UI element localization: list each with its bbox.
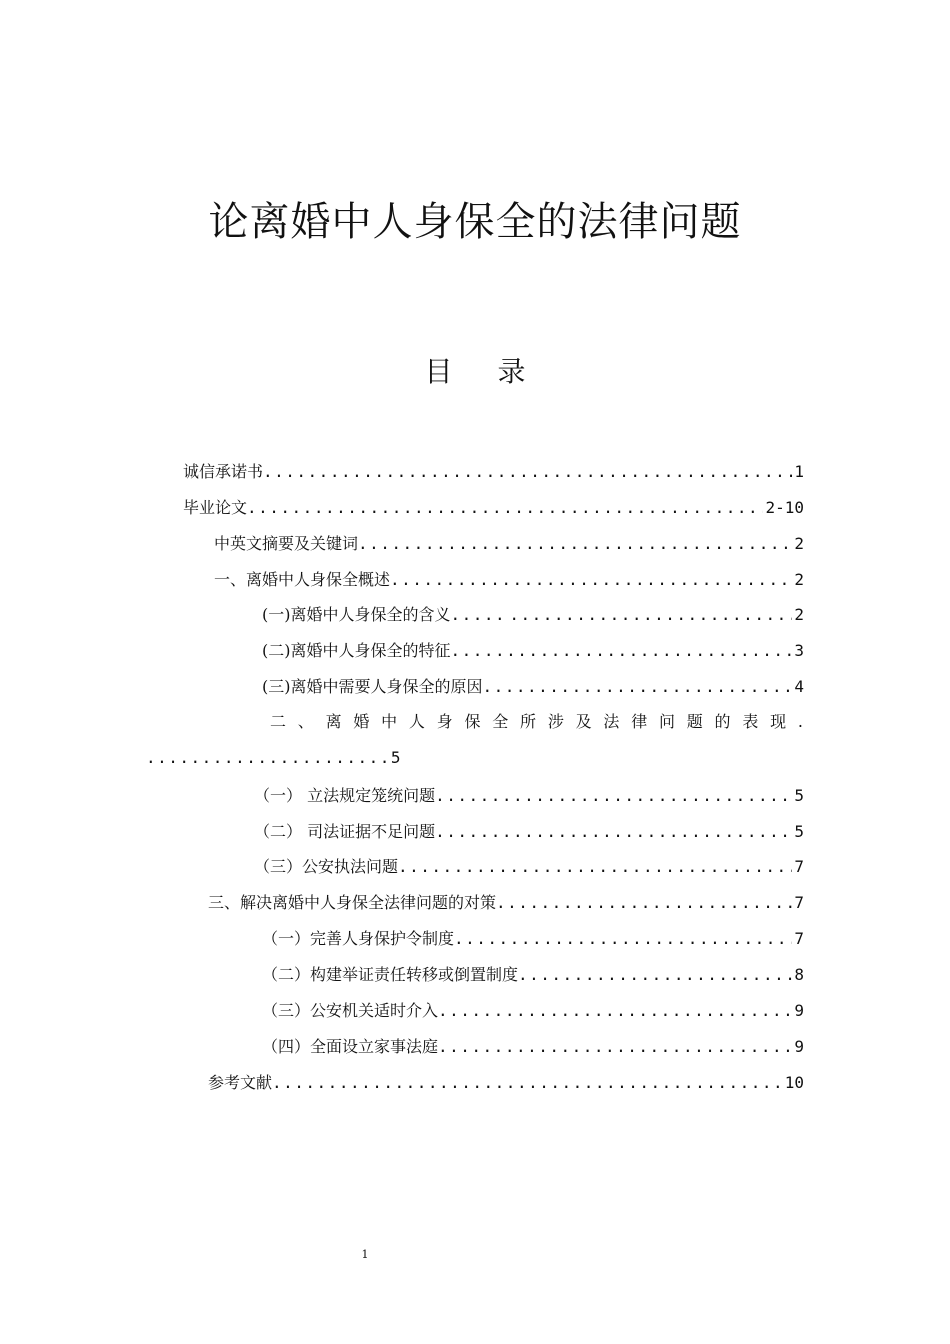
toc-entry-page: 5 [390,748,401,767]
toc-entry-page: 2 [794,605,804,624]
toc-entry-page: 2 [794,570,804,589]
toc-entry-page: 2 [794,534,804,553]
toc-entry-label: （三）公安机关适时介入 [262,1001,439,1020]
toc-entry-label: （二）构建举证责任转移或倒置制度 [262,965,519,984]
toc-entry-label: 诚信承诺书 [183,462,264,481]
toc-leader [518,965,792,985]
toc-leader [509,605,792,625]
toc-entry-page: 4 [794,677,804,696]
toc-entry-chapter-2-continuation[interactable] [146,748,401,768]
toc-entry-chapter-1-1[interactable] [262,605,804,625]
toc-leader [247,498,763,518]
toc-leader [263,462,792,482]
toc-leader: ...................... [146,748,391,767]
toc-leader [435,822,792,842]
toc-entry-label: （一）完善人身保护令制度 [262,929,455,948]
toc-entry-label: (一)离婚中人身保全的含义 [262,605,451,624]
toc-entry-chapter-3-1[interactable] [262,929,804,949]
toc-leader [390,570,792,590]
toc-entry-chapter-3[interactable] [208,893,804,913]
toc-entry-page: 5 [794,786,804,805]
toc-entry-chapter-2-3[interactable] [254,857,804,877]
toc-entry-chapter-2-1[interactable] [254,786,804,806]
toc-entry-chapter-3-4[interactable] [262,1037,804,1057]
toc-entry-chapter-2-label[interactable]: 二 、 离 婚 中 人 身 保 全 所 涉 及 法 律 问 题 的 表 现 . [270,712,803,731]
toc-entry-label: 三、解决离婚中人身保全法律问题的对策 [208,893,497,912]
toc-entry-page: 7 [794,929,804,948]
toc-entry-page: 7 [794,893,804,912]
toc-entry-page: 10 [784,1073,804,1092]
toc-entry-label: (三)离婚中需要人身保全的原因 [262,677,483,696]
toc-entry-page: 9 [794,1001,804,1020]
toc-entry-label: （四）全面设立家事法庭 [262,1037,439,1056]
toc-entry-label: （一） 立法规定笼统问题 [254,786,436,805]
toc-leader [454,929,792,949]
toc-leader [438,1037,792,1057]
toc-entry-chapter-1-3[interactable] [262,677,804,697]
toc-entry-label: （三）公安执法问题 [254,857,399,876]
toc-leader [451,605,507,625]
page-number: 1 [361,1248,369,1261]
toc-entry-label: 一、离婚中人身保全概述 [214,570,391,589]
toc-entry-page: 2-10 [765,498,804,517]
toc-heading: 目 录 [424,355,544,388]
toc-leader [451,641,793,661]
toc-entry-abstract[interactable] [214,534,804,554]
toc-entry-label: （二） 司法证据不足问题 [254,822,436,841]
toc-entry-page: 9 [794,1037,804,1056]
document-title: 论离婚中人身保全的法律问题 [208,199,742,245]
toc-entry-chapter-3-3[interactable] [262,1001,804,1021]
toc-entry-page: 1 [794,462,804,481]
toc-entry-chapter-2-2[interactable] [254,822,804,842]
toc-leader [398,857,792,877]
toc-entry-label: 中英文摘要及关键词 [214,534,359,553]
toc-entry-label: (二)离婚中人身保全的特征 [262,641,451,660]
toc-entry-chapter-1[interactable] [214,570,804,590]
toc-entry-page: 5 [794,822,804,841]
toc-leader [272,1073,783,1093]
toc-leader [358,534,792,554]
toc-entry-page: 8 [794,965,804,984]
toc-entry-chapter-3-2[interactable] [262,965,804,985]
toc-leader [496,893,792,913]
toc-entry-integrity[interactable] [183,462,804,482]
toc-leader [435,786,792,806]
toc-leader [483,677,793,697]
toc-entry-thesis[interactable] [183,498,804,518]
toc-entry-chapter-1-2[interactable] [262,641,804,661]
toc-entry-label: 毕业论文 [183,498,248,517]
toc-leader [438,1001,792,1021]
toc-entry-page: 3 [794,641,804,660]
toc-entry-page: 7 [794,857,804,876]
toc-entry-references[interactable] [208,1073,804,1093]
toc-entry-label: 参考文献 [208,1073,273,1092]
